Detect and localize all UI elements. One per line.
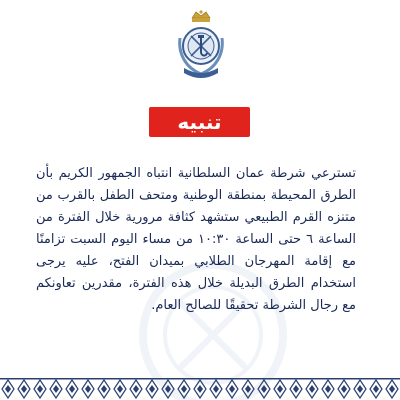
notice-title-badge [149, 107, 250, 137]
notice-body [36, 163, 356, 317]
police-emblem-icon [170, 8, 232, 84]
notice-body-text: تسترعي شرطة عمان السلطانية انتباه الجمهور الكريم بأن الطرق المحيطة بمنطقة الوطنية ومتحف الطفل بالقرب من متنزه القرم الطبيعي ستشهد كثافة مرورية خلال الفترة من الساعة ٦ حتى الساعة ١٠:٣٠ من مساء اليوم السبت تزامنًا مع إقامة المهرجان الطلابي بميدان الفتح، عليه يرجى استخدام الطرق البديلة خلال هذه الفترة، مقدرين تعاونكم مع رجال الشرطة تحقيقًا للصالح العام. [36, 166, 356, 313]
notice-title: تنبيه [177, 110, 222, 134]
decorative-border [0, 378, 400, 400]
